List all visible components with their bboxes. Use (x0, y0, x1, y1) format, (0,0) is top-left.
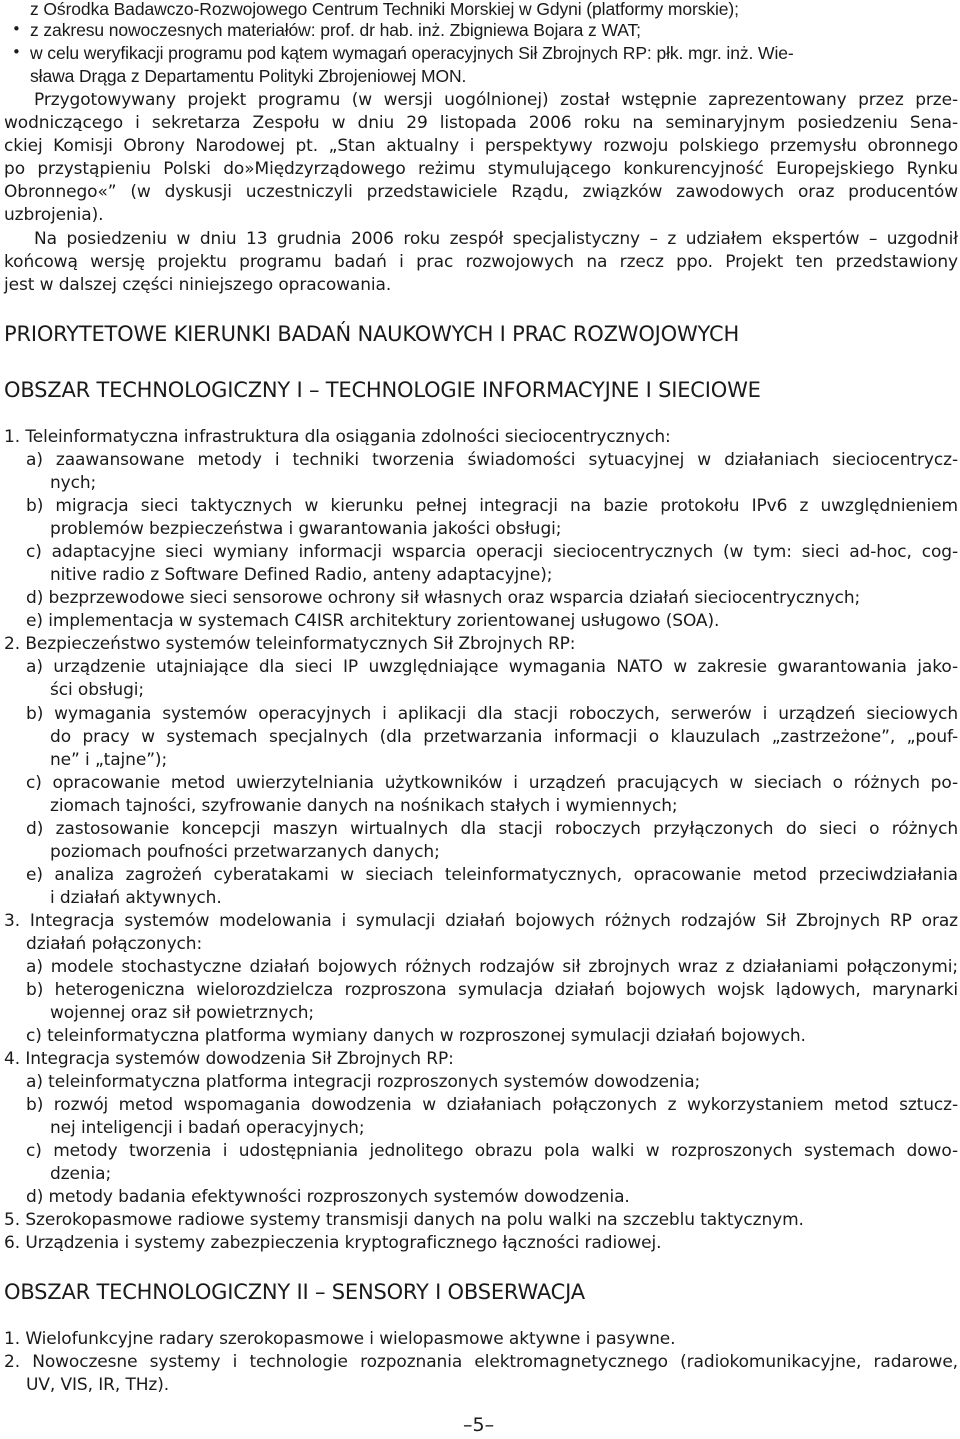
intro-line: w celu weryfikacji programu pod kątem wymagań operacyjnych Sił Zbrojnych RP: płk. mgr. inż. Wie- (30, 43, 794, 63)
paragraph-line: uzbrojenia). (4, 205, 104, 225)
list-subitem: c) opracowanie metod uwierzytelniania użytkowników i urządzeń pracujących w sieciach o różnych po- (26, 773, 958, 793)
paragraph-line: końcową wersję projektu programu badań i prac rozwojowych na rzecz ppo. Projekt ten przedstawiony (4, 252, 958, 272)
list-subitem: b) wymagania systemów operacyjnych i aplikacji dla stacji roboczych, serwerów i urządzeń sieciowych (26, 704, 958, 724)
list-subitem: nitive radio z Software Defined Radio, anteny adaptacyjne); (50, 565, 553, 585)
list-item: 2. Bezpieczeństwo systemów teleinformatycznych Sił Zbrojnych RP: (4, 634, 576, 654)
area-heading: OBSZAR TECHNOLOGICZNY I – TECHNOLOGIE INFORMACYJNE I SIECIOWE (4, 378, 761, 402)
list-subitem: b) rozwój metod wspomagania dowodzenia w działaniach połączonych z wykorzystaniem metod sztucz- (26, 1095, 958, 1115)
list-subitem: ści obsługi; (50, 680, 145, 700)
list-subitem: c) teleinformatyczna platforma wymiany danych w rozproszonej symulacji działań bojowych. (26, 1026, 806, 1046)
list-subitem: nych; (50, 473, 97, 493)
list-subitem: b) heterogeniczna wielorozdzielcza rozproszona symulacja działań bojowych wojsk lądowych, marynarki (26, 980, 958, 1000)
list-subitem: dzenia; (50, 1164, 112, 1184)
paragraph-line: Obronnego«” (w dyskusji uczestniczyli przedstawiciele Rządu, związków zawodowych oraz producentów (4, 182, 958, 202)
list-item: 1. Teleinformatyczna infrastruktura dla osiągania zdolności sieciocentrycznych: (4, 427, 671, 447)
list-item: UV, VIS, IR, THz). (26, 1375, 170, 1395)
list-subitem: poziomach poufności przetwarzanych danych; (50, 842, 440, 862)
list-subitem: do pracy w systemach specjalnych (dla przetwarzania informacji o klauzulach „zastrzeżone”, „pouf- (50, 727, 958, 747)
list-item: 4. Integracja systemów dowodzenia Sił Zbrojnych RP: (4, 1049, 454, 1069)
list-subitem: i działań aktywnych. (50, 888, 222, 908)
list-subitem: a) zaawansowane metody i techniki tworzenia świadomości sytuacyjnej w działaniach sieciocentrycz- (26, 450, 958, 470)
list-item: działań połączonych: (26, 934, 203, 954)
paragraph-line: po przystąpieniu Polski do»Międzyrządowego reżimu stymulującego konkurencyjność Europejskiego Rynku (4, 159, 958, 179)
list-subitem: ziomach tajności, szyfrowanie danych na nośnikach stałych i wymiennych; (50, 796, 678, 816)
paragraph-line: jest w dalszej części niniejszego opracowania. (4, 275, 392, 295)
list-item: 3. Integracja systemów modelowania i symulacji działań bojowych różnych rodzajów Sił Zbrojnych RP oraz (4, 911, 958, 931)
intro-line: z zakresu nowoczesnych materiałów: prof. dr hab. inż. Zbigniewa Bojara z WAT; (30, 20, 641, 40)
list-subitem: d) zastosowanie koncepcji maszyn wirtualnych dla stacji roboczych przyłączonych do sieci o różnych (26, 819, 958, 839)
list-item: 5. Szerokopasmowe radiowe systemy transmisji danych na polu walki na szczeblu taktycznym. (4, 1210, 804, 1230)
list-item: 1. Wielofunkcyjne radary szerokopasmowe i wielopasmowe aktywne i pasywne. (4, 1329, 676, 1349)
list-subitem: e) analiza zagrożeń cyberatakami w sieciach teleinformatycznych, opracowanie metod przeciwdziałania (26, 865, 958, 885)
intro-line: sława Drąga z Departamentu Polityki Zbrojeniowej MON. (30, 66, 467, 86)
list-subitem: wojennej oraz sił powietrznych; (50, 1003, 315, 1023)
list-subitem: c) adaptacyjne sieci wymiany informacji wsparcia operacji sieciocentrycznych (w tym: sieci ad-hoc, cog- (26, 542, 958, 562)
list-subitem: c) metody tworzenia i udostępniania jednolitego obrazu pola walki w rozproszonych systemach dowo- (26, 1141, 958, 1161)
paragraph-line: wodniczącego i sekretarza Zespołu w dniu 29 listopada 2006 roku na seminaryjnym posiedzeniu Sena- (4, 113, 958, 133)
list-subitem: problemów bezpieczeństwa i gwarantowania jakości obsługi; (50, 519, 562, 539)
list-subitem: a) urządzenie utajniające dla sieci IP uwzględniające wymagania NATO w zakresie gwarantowania jako- (26, 657, 958, 677)
intro-line: z Ośrodka Badawczo-Rozwojowego Centrum Techniki Morskiej w Gdyni (platformy morskie); (30, 0, 739, 19)
list-subitem: b) migracja sieci taktycznych w kierunku pełnej integracji na bazie protokołu IPv6 z uwzględnieniem (26, 496, 958, 516)
list-subitem: a) modele stochastyczne działań bojowych różnych rodzajów sił zbrojnych wraz z działaniami połączonymi; (26, 957, 958, 977)
list-subitem: nej inteligencji i badań operacyjnych; (50, 1118, 365, 1138)
list-subitem: a) teleinformatyczna platforma integracji rozproszonych systemów dowodzenia; (26, 1072, 701, 1092)
area-heading: OBSZAR TECHNOLOGICZNY II – SENSORY I OBSERWACJA (4, 1280, 585, 1304)
paragraph-line: ckiej Komisji Obrony Narodowej pt. „Stan aktualny i perspektywy rozwoju polskiego przemysłu obronnego (4, 136, 958, 156)
list-subitem: e) implementacja w systemach C4ISR architektury zorientowanej usługowo (SOA). (26, 611, 720, 631)
list-subitem: d) bezprzewodowe sieci sensorowe ochrony sił własnych oraz wsparcia działań sieciocentrycznych; (26, 588, 861, 608)
page-number: –5– (463, 1414, 495, 1436)
bullet-icon: • (12, 43, 21, 61)
list-subitem: d) metody badania efektywności rozproszonych systemów dowodzenia. (26, 1187, 630, 1207)
list-item: 6. Urządzenia i systemy zabezpieczenia kryptograficznego łączności radiowej. (4, 1233, 662, 1253)
section-heading: PRIORYTETOWE KIERUNKI BADAŃ NAUKOWYCH I PRAC ROZWOJOWYCH (4, 322, 740, 346)
bullet-icon: • (12, 20, 21, 38)
list-item: 2. Nowoczesne systemy i technologie rozpoznania elektromagnetycznego (radiokomunikacyjne, radarowe, (4, 1352, 958, 1372)
paragraph-line: Przygotowywany projekt programu (w wersji uogólnionej) został wstępnie zaprezentowany przez prze- (34, 90, 958, 110)
list-subitem: ne” i „tajne”); (50, 750, 168, 770)
paragraph-line: Na posiedzeniu w dniu 13 grudnia 2006 roku zespół specjalistyczny – z udziałem ekspertów – uzgodnił (34, 229, 958, 249)
